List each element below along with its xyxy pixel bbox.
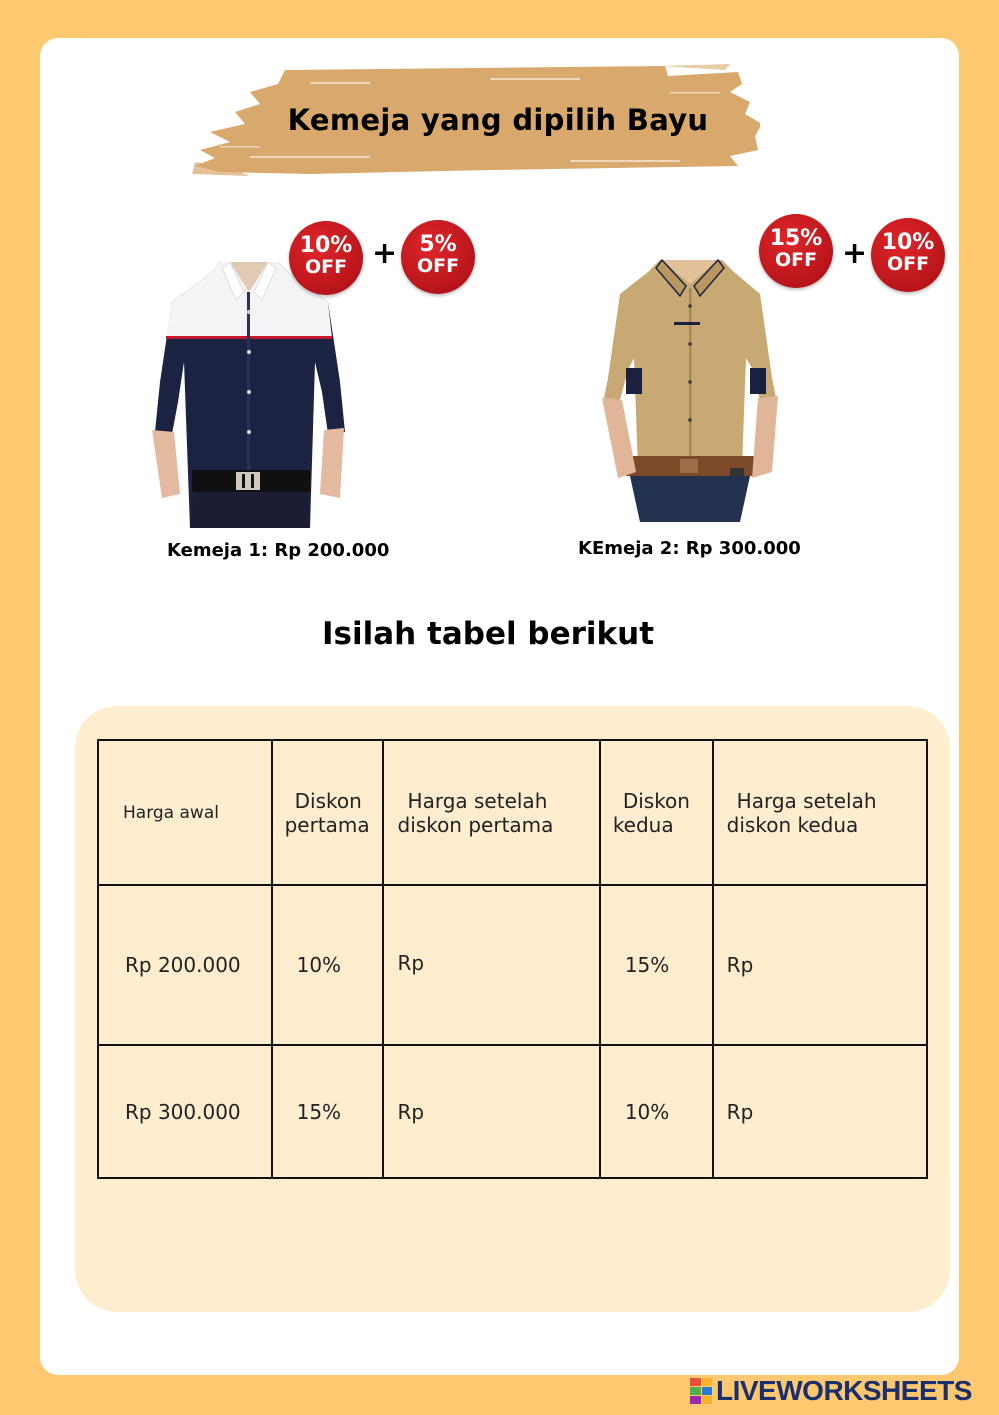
cell-harga-setelah-diskon-kedua[interactable]: Rp: [713, 1045, 927, 1178]
cell-harga-setelah-diskon-pertama[interactable]: Rp: [383, 1045, 600, 1178]
discount-badge-10-off: 10% OFF: [871, 218, 945, 292]
discount-badge-10-off: 10% OFF: [289, 221, 363, 295]
cell-diskon-pertama: 15%: [272, 1045, 383, 1178]
discount-table: [97, 739, 928, 1179]
page-title: Kemeja yang dipilih Bayu: [287, 103, 709, 137]
shirt-2-caption: KEmeja 2: Rp 300.000: [578, 538, 801, 559]
liveworksheets-logo[interactable]: [690, 1376, 972, 1406]
liveworksheets-logo-icon: [690, 1378, 712, 1404]
plus-icon: +: [842, 236, 868, 271]
cell-diskon-pertama: 10%: [272, 885, 383, 1045]
cell-diskon-kedua: 10%: [600, 1045, 713, 1178]
cell-diskon-kedua: 15%: [600, 885, 713, 1045]
liveworksheets-logo-text: LIVEWORKSHEETS: [716, 1375, 972, 1406]
header-harga-awal: Harga awal: [98, 740, 272, 885]
table-header-row: [98, 740, 927, 885]
header-harga-setelah-diskon-pertama: Harga setelah diskon pertama: [383, 740, 600, 885]
table-row: [98, 1045, 927, 1178]
shirt-2-image: [600, 258, 780, 522]
discount-badge-5-off: 5% OFF: [401, 220, 475, 294]
plus-icon: +: [372, 236, 398, 271]
cell-harga-setelah-diskon-pertama[interactable]: Rp: [383, 885, 600, 1045]
header-diskon-pertama: Diskon pertama: [272, 740, 383, 885]
cell-harga-awal: Rp 200.000: [98, 885, 272, 1045]
instruction-heading: Isilah tabel berikut: [322, 616, 655, 652]
shirt-1-caption: Kemeja 1: Rp 200.000: [167, 540, 390, 561]
table-row: [98, 885, 927, 1045]
header-harga-setelah-diskon-kedua: Harga setelah diskon kedua: [713, 740, 927, 885]
header-diskon-kedua: Diskon kedua: [600, 740, 713, 885]
discount-badge-15-off: 15% OFF: [759, 214, 833, 288]
cell-harga-setelah-diskon-kedua[interactable]: Rp: [713, 885, 927, 1045]
shirt-1-image: [150, 262, 345, 528]
cell-harga-awal: Rp 300.000: [98, 1045, 272, 1178]
